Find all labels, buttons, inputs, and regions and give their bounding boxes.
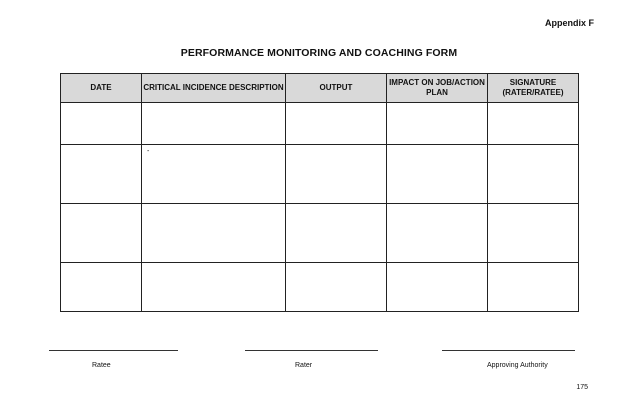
cell-signature[interactable] [488, 145, 579, 204]
table-row [61, 103, 579, 145]
column-header-signature: SIGNATURE (RATER/RATEE) [488, 74, 579, 103]
ratee-label: Ratee [92, 362, 111, 369]
cell-impact[interactable] [387, 263, 488, 312]
cell-critical-incidence[interactable] [142, 204, 286, 263]
cell-critical-incidence[interactable] [142, 263, 286, 312]
cell-output[interactable] [286, 204, 387, 263]
cell-output[interactable] [286, 103, 387, 145]
cell-signature[interactable] [488, 204, 579, 263]
cell-critical-incidence[interactable] [142, 145, 286, 204]
cell-output[interactable] [286, 263, 387, 312]
appendix-label: Appendix F [545, 18, 594, 28]
approving-authority-label: Approving Authority [487, 362, 548, 369]
approving-signature-line [442, 350, 575, 351]
table-row [61, 145, 579, 204]
stray-mark: - [147, 148, 150, 155]
rater-label: Rater [295, 362, 313, 369]
cell-date[interactable] [61, 204, 142, 263]
cell-critical-incidence[interactable] [142, 103, 286, 145]
column-header-date: DATE [61, 74, 142, 103]
performance-table [60, 73, 579, 312]
cell-date[interactable] [61, 263, 142, 312]
cell-signature[interactable] [488, 103, 579, 145]
cell-date[interactable] [61, 103, 142, 145]
page-number: 175 [576, 384, 588, 391]
cell-date[interactable] [61, 145, 142, 204]
column-header-output: OUTPUT [286, 74, 387, 103]
table-header-row [61, 74, 579, 103]
cell-impact[interactable] [387, 145, 488, 204]
table-row [61, 204, 579, 263]
table-row [61, 263, 579, 312]
cell-impact[interactable] [387, 204, 488, 263]
cell-impact[interactable] [387, 103, 488, 145]
ratee-signature-line [49, 350, 178, 351]
cell-signature[interactable] [488, 263, 579, 312]
cell-output[interactable] [286, 145, 387, 204]
form-title: PERFORMANCE MONITORING AND COACHING FORM [180, 47, 458, 59]
rater-signature-line [245, 350, 378, 351]
column-header-impact: IMPACT ON JOB/ACTION PLAN [387, 74, 488, 103]
column-header-critical-incidence: CRITICAL INCIDENCE DESCRIPTION [142, 74, 286, 103]
